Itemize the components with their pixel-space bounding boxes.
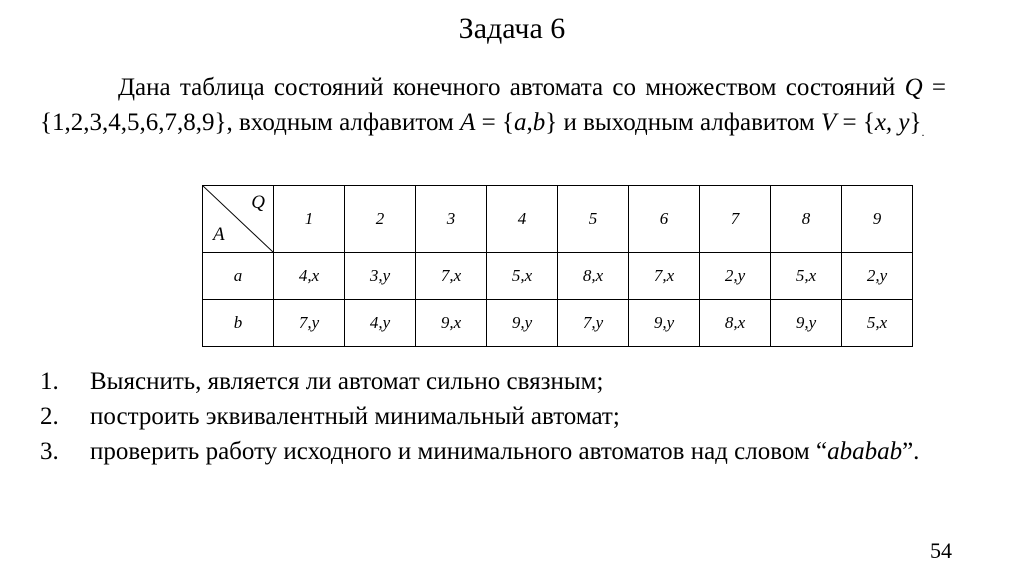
table-cell: 7,y [558, 300, 629, 347]
task-text-end: ”. [902, 438, 920, 465]
task-word: ababab [827, 438, 903, 465]
state-header: 9 [842, 186, 913, 253]
set-v-symbol: V [820, 109, 837, 136]
corner-q-label: Q [251, 192, 265, 213]
task-item-3 [40, 434, 962, 469]
table-cell: 5,x [842, 300, 913, 347]
alphabet-a-val-2: b [532, 109, 546, 136]
table-cell: 4,y [345, 300, 416, 347]
task-text: Выяснить, является ли автомат сильно связным; [90, 368, 604, 395]
intro-comma: , [526, 109, 533, 136]
state-table-header-row [203, 186, 913, 253]
task-number: 2. [40, 403, 59, 430]
task-text: построить эквивалентный минимальный автомат; [90, 403, 620, 430]
table-cell: 5,x [771, 253, 842, 300]
intro-text-2: = {1,2,3,4,5,6,7,8,9}, входным алфавитом [40, 74, 946, 136]
task-text: проверить работу исходного и минимального автоматов над словом “ [90, 438, 828, 465]
set-a-symbol: A [460, 109, 476, 136]
intro-text-3: = { [475, 109, 514, 136]
table-cell: 9,y [629, 300, 700, 347]
state-header: 4 [487, 186, 558, 253]
state-header: 5 [558, 186, 629, 253]
table-cell: 7,x [416, 253, 487, 300]
table-cell: 8,x [700, 300, 771, 347]
row-label-a: a [203, 253, 274, 300]
problem-statement [40, 70, 946, 150]
alphabet-a-val-1: a [513, 109, 527, 136]
state-header: 3 [416, 186, 487, 253]
table-cell: 7,x [629, 253, 700, 300]
task-number: 3. [40, 438, 59, 465]
table-cell: 2,y [700, 253, 771, 300]
intro-text-4: } и выходным алфавитом [545, 109, 821, 136]
table-cell: 9,y [771, 300, 842, 347]
intro-text-5: = { [836, 109, 875, 136]
table-row-a [203, 253, 913, 300]
state-header: 7 [700, 186, 771, 253]
state-header: 1 [274, 186, 345, 253]
alphabet-v-vals: x, y [874, 109, 910, 136]
table-cell: 2,y [842, 253, 913, 300]
intro-text-1: Дана таблица состояний конечного автомата со множеством состояний [118, 74, 905, 101]
intro-close-brace: } [909, 109, 922, 136]
table-row-b [203, 300, 913, 347]
slide-title: Задача 6 [458, 12, 566, 45]
table-cell: 3,y [345, 253, 416, 300]
state-header: 6 [629, 186, 700, 253]
page-number: 54 [930, 538, 952, 563]
task-item-1 [40, 364, 962, 399]
task-item-2 [40, 399, 962, 434]
corner-a-label: A [213, 224, 225, 245]
task-list [40, 364, 962, 469]
table-cell: 7,y [274, 300, 345, 347]
table-cell: 8,x [558, 253, 629, 300]
table-cell: 5,x [487, 253, 558, 300]
table-cell: 9,x [416, 300, 487, 347]
table-corner-cell [203, 186, 274, 253]
state-header: 2 [345, 186, 416, 253]
state-header: 8 [771, 186, 842, 253]
state-table [202, 185, 913, 347]
task-number: 1. [40, 368, 59, 395]
intro-dot: . [921, 125, 925, 139]
table-cell: 9,y [487, 300, 558, 347]
table-cell: 4,x [274, 253, 345, 300]
row-label-b: b [203, 300, 274, 347]
set-q-symbol: Q [904, 74, 923, 101]
